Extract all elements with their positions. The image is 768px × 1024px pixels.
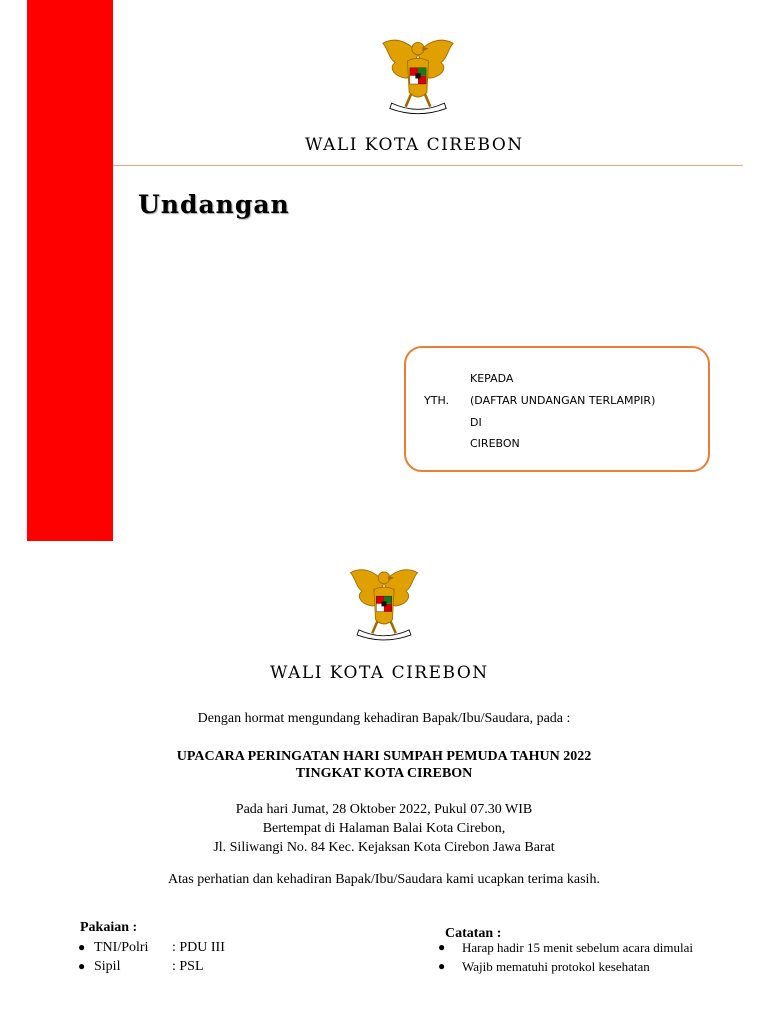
address-line: KEPADA <box>470 372 514 385</box>
dress-code-value: : PSL <box>172 959 204 974</box>
document-type-heading: Undangan <box>138 190 290 219</box>
garuda-emblem-icon <box>342 560 426 646</box>
garuda-emblem-icon <box>374 30 462 120</box>
dress-code-label: TNI/Polri <box>94 940 149 955</box>
bullet-icon: ● <box>78 940 86 954</box>
invitation-intro: Dengan hormat mengundang kehadiran Bapak/Ibu/Saudara, pada : <box>197 711 571 726</box>
dress-code-title: Pakaian : <box>80 920 138 935</box>
notes-title: Catatan : <box>445 926 502 941</box>
dress-code-label: Sipil <box>94 959 121 974</box>
org-title: WALI KOTA CIREBON <box>305 135 524 155</box>
recipient-address-box <box>404 346 710 472</box>
org-title: WALI KOTA CIREBON <box>270 663 489 683</box>
divider-line <box>113 165 743 166</box>
address-line: DI <box>470 416 482 429</box>
event-detail-line: Pada hari Jumat, 28 Oktober 2022, Pukul 07.30 WIB <box>235 802 533 817</box>
address-prefix: YTH. <box>424 394 450 407</box>
note-text: Harap hadir 15 menit sebelum acara dimulai <box>462 940 694 955</box>
event-title-line: TINGKAT KOTA CIREBON <box>295 766 473 781</box>
bullet-icon: ● <box>78 959 86 973</box>
event-detail-line: Bertempat di Halaman Balai Kota Cirebon, <box>262 821 506 836</box>
event-details <box>0 800 768 857</box>
dress-code-value: : PDU III <box>172 940 225 955</box>
event-title <box>0 748 768 782</box>
closing-text: Atas perhatian dan kehadiran Bapak/Ibu/Saudara kami ucapkan terima kasih. <box>168 872 600 887</box>
bullet-icon: ● <box>438 959 446 973</box>
address-line: CIREBON <box>470 437 520 450</box>
note-text: Wajib mematuhi protokol kesehatan <box>462 959 650 974</box>
bullet-icon: ● <box>438 940 446 954</box>
event-detail-line: Jl. Siliwangi No. 84 Kec. Kejaksan Kota Cirebon Jawa Barat <box>213 840 555 855</box>
address-line: (DAFTAR UNDANGAN TERLAMPIR) <box>470 394 656 407</box>
side-accent-bar <box>27 0 113 541</box>
event-title-line: UPACARA PERINGATAN HARI SUMPAH PEMUDA TAHUN 2022 <box>176 749 592 764</box>
